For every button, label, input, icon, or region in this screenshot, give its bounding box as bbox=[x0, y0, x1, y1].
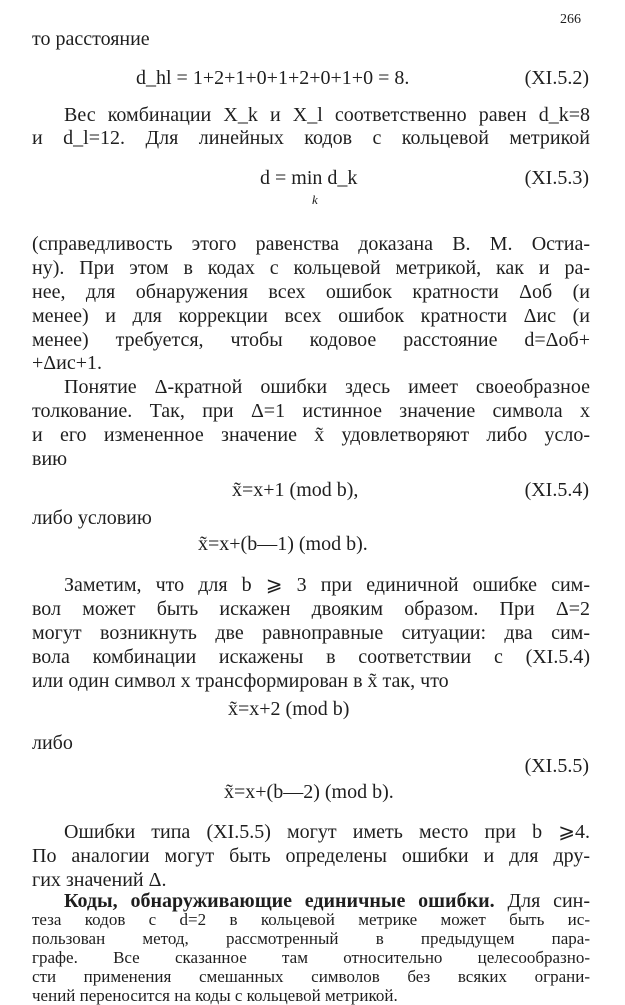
text-line: или один символ x трансформирован в x̃ так, что bbox=[32, 670, 449, 692]
text-line: то расстояние bbox=[32, 28, 150, 50]
equation-number: (XI.5.5) bbox=[524, 755, 589, 777]
equation-number: (XI.5.4) bbox=[524, 479, 589, 501]
text-line: Понятие Δ-кратной ошибки здесь имеет своеобразное bbox=[64, 376, 590, 398]
text-line: пользован метод, рассмотренный в предыдущем пара- bbox=[32, 929, 590, 948]
text-line: чений переносится на коды с кольцевой метрикой. bbox=[32, 986, 398, 1005]
text-line: сти применения смешанных символов без всяких ограни- bbox=[32, 967, 590, 986]
text-line: Вес комбинации X_k и X_l соответственно равен d_k=8 bbox=[64, 104, 590, 126]
equation: x̃=x+2 (mod b) bbox=[228, 698, 350, 720]
text-line: менее) и для коррекции всех ошибок кратности Δис (и bbox=[32, 305, 590, 327]
text-line: нее, для обнаружения всех ошибок кратности Δоб (и bbox=[32, 281, 590, 303]
text-line: ну). При этом в кодах с кольцевой метрикой, как и ра- bbox=[32, 257, 590, 279]
equation-subscript: k bbox=[312, 192, 318, 207]
text-line: вию bbox=[32, 448, 68, 470]
text-line: теза кодов с d=2 в кольцевой метрике может быть ис- bbox=[32, 910, 590, 929]
text-line: могут возникнуть две равноправные ситуации: два сим- bbox=[32, 622, 590, 644]
equation-xi-5-3: d = min d_k bbox=[260, 167, 358, 189]
text-line: Ошибки типа (XI.5.5) могут иметь место при b ⩾4. bbox=[64, 821, 590, 843]
equation-xi-5-5: x̃=x+(b—2) (mod b). bbox=[224, 781, 394, 803]
equation-number: (XI.5.3) bbox=[524, 167, 589, 189]
text-line: +Δис+1. bbox=[32, 352, 102, 374]
text-line: менее) требуется, чтобы кодовое расстояние d=Δоб+ bbox=[32, 329, 590, 351]
text-span: Для син- bbox=[494, 890, 591, 912]
text-line: и его измененное значение x̃ удовлетворяют либо усло- bbox=[32, 424, 590, 446]
text-line: (справедливость этого равенства доказана В. М. Остиа- bbox=[32, 233, 590, 255]
equation-number: (XI.5.2) bbox=[524, 67, 589, 89]
text-line: и d_l=12. Для линейных кодов с кольцевой метрикой bbox=[32, 127, 590, 149]
text-line: графе. Все сказанное там относительно целесообразно- bbox=[32, 948, 590, 967]
equation-xi-5-4: x̃=x+1 (mod b), bbox=[232, 479, 359, 501]
text-line: По аналогии могут быть определены ошибки и для дру- bbox=[32, 845, 590, 867]
section-heading: Коды, обнаруживающие единичные ошибки. bbox=[64, 890, 495, 912]
text-line: гих значений Δ. bbox=[32, 869, 167, 891]
text-line: толкование. Так, при Δ=1 истинное значение символа x bbox=[32, 400, 590, 422]
equation-xi-5-2: d_hl = 1+2+1+0+1+2+0+1+0 = 8. bbox=[136, 67, 410, 89]
text-line: вол может быть искажен двояким образом. При Δ=2 bbox=[32, 598, 590, 620]
text-line: либо bbox=[32, 732, 73, 754]
text-line: либо условию bbox=[32, 507, 152, 529]
page-number: 266 bbox=[560, 12, 581, 27]
text-line: Заметим, что для b ⩾ 3 при единичной ошибке сим- bbox=[64, 574, 590, 596]
equation: x̃=x+(b—1) (mod b). bbox=[198, 533, 368, 555]
text-line: вола комбинации искажены в соответствии с (XI.5.4) bbox=[32, 646, 590, 668]
